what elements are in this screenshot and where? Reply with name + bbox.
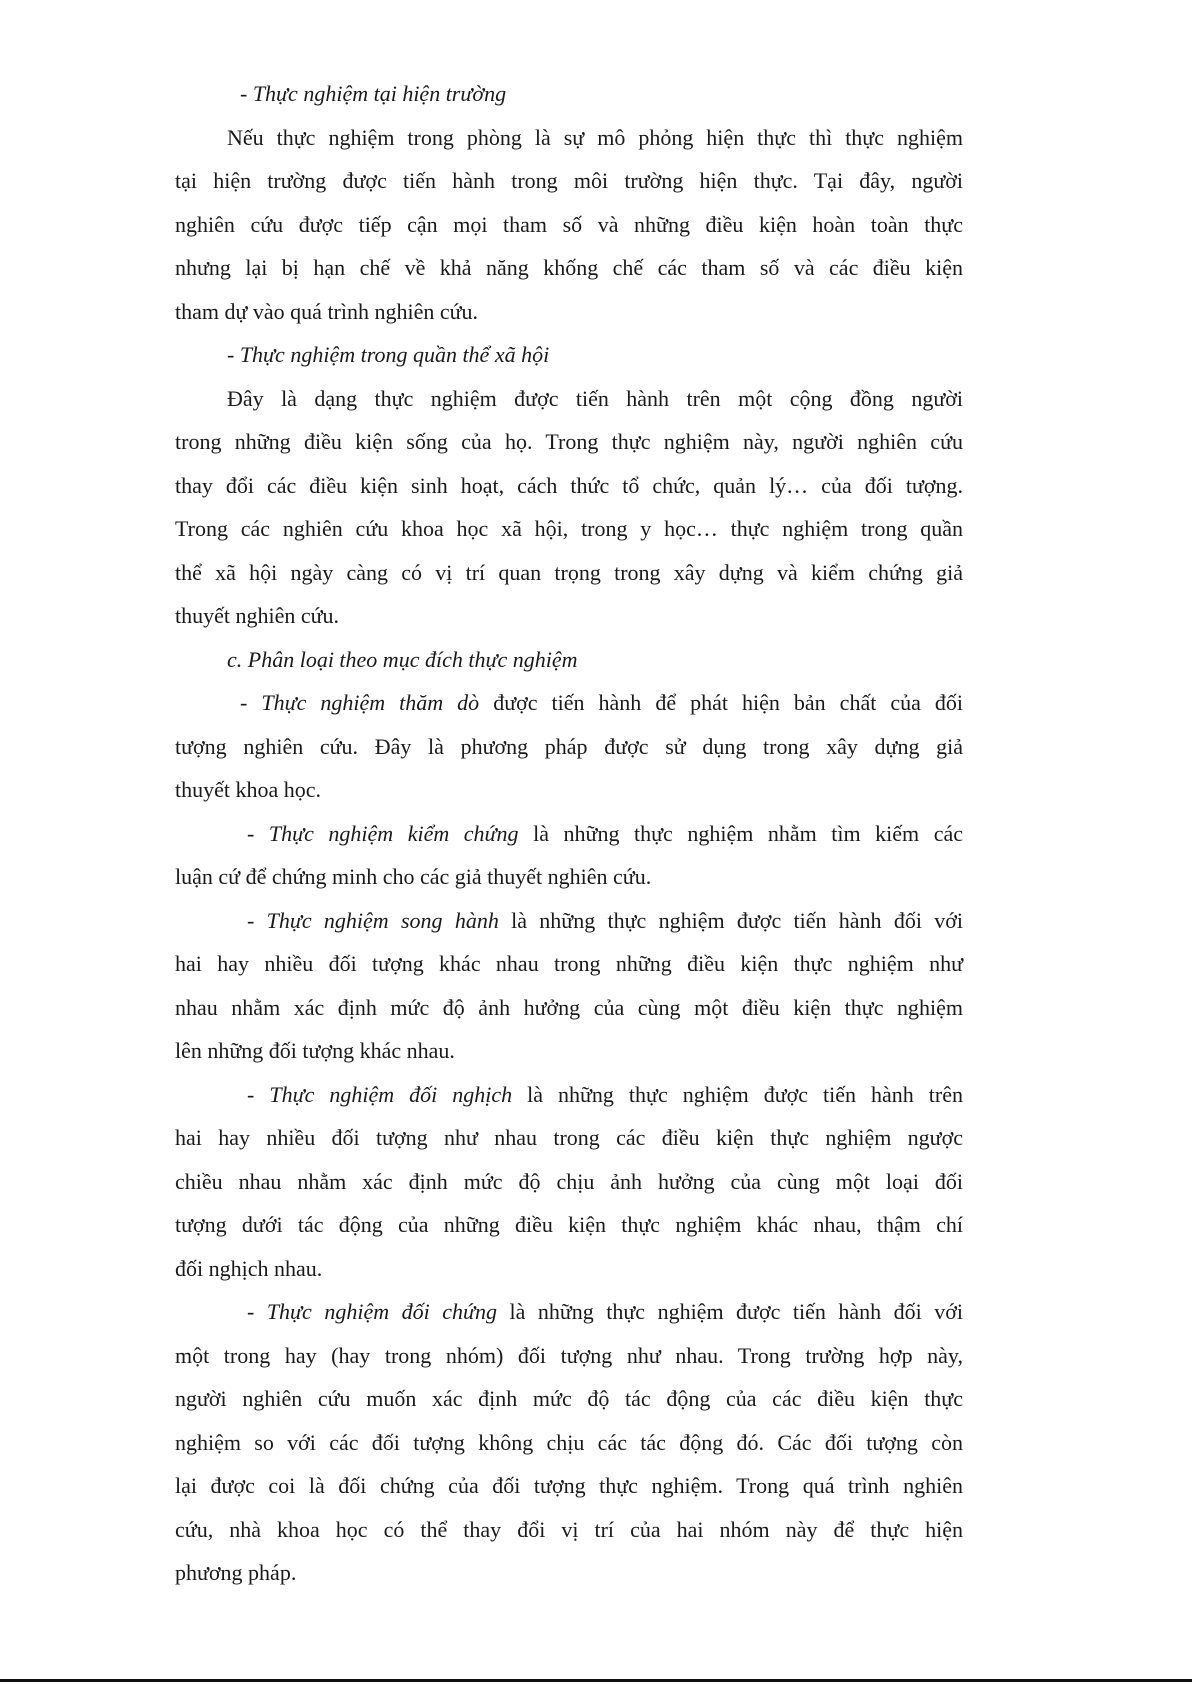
text-line: nhưng lại bị hạn chế về khả năng khống chế các tham số và các điều kiện	[175, 255, 963, 280]
text-line: trong những điều kiện sống của họ. Trong thực nghiệm này, người nghiên cứu	[175, 429, 963, 454]
text-line: nhau nhằm xác định mức độ ảnh hưởng của cùng một điều kiện thực nghiệm	[175, 994, 963, 1020]
text-line	[175, 899, 963, 943]
term-parallel: - Thực nghiệm song hành	[247, 907, 499, 933]
text-line: nghiệm so với các đối tượng không chịu các tác động đó. Các đối tượng còn	[175, 1429, 963, 1455]
text-line: tại hiện trường được tiến hành trong môi trường hiện thực. Tại đây, người	[175, 168, 963, 193]
text-line: Nếu thực nghiệm trong phòng là sự mô phỏng hiện thực thì thực nghiệm	[227, 124, 963, 150]
term-opposing: - Thực nghiệm đối nghịch	[247, 1081, 513, 1107]
text-line: tham dự vào quá trình nghiên cứu.	[175, 298, 479, 324]
term-verification: - Thực nghiệm kiểm chứng	[247, 820, 519, 846]
text-line: phương pháp.	[175, 1560, 297, 1585]
text-fragment: được tiến hành để phát hiện bản chất của đối	[479, 690, 963, 715]
text-line: Trong các nghiên cứu khoa học xã hội, trong y học… thực nghiệm trong quần	[175, 516, 963, 541]
text-fragment: là những thực nghiệm được tiến hành trên	[512, 1081, 963, 1107]
text-line: thay đổi các điều kiện sinh hoạt, cách thức tổ chức, quản lý… của đối tượng.	[175, 472, 963, 498]
text-line: thuyết nghiên cứu.	[175, 603, 340, 628]
term-control: - Thực nghiệm đối chứng	[247, 1299, 497, 1324]
text-line: luận cứ để chứng minh cho các giả thuyết nghiên cứu.	[175, 864, 652, 889]
text-line: tượng dưới tác động của những điều kiện thực nghiệm khác nhau, thậm chí	[175, 1212, 963, 1237]
text-line: chiều nhau nhằm xác định mức độ chịu ảnh hưởng của cùng một loại đối	[175, 1168, 963, 1194]
text-line: người nghiên cứu muốn xác định mức độ tác động của các điều kiện thực	[175, 1386, 963, 1411]
text-line	[175, 812, 963, 856]
text-line: nghiên cứu được tiếp cận mọi tham số và những điều kiện hoàn toàn thực	[175, 211, 963, 237]
text-fragment: là những thực nghiệm nhằm tìm kiếm các	[518, 820, 963, 846]
text-line: Đây là dạng thực nghiệm được tiến hành trên một cộng đồng người	[227, 385, 963, 411]
text-line: thuyết khoa học.	[175, 777, 322, 802]
text-line	[175, 681, 963, 725]
text-line: lại được coi là đối chứng của đối tượng thực nghiệm. Trong quá trình nghiên	[175, 1473, 963, 1498]
section-heading-c: c. Phân loại theo mục đích thực nghiệm	[227, 646, 578, 672]
scan-bottom-edge	[0, 1679, 1192, 1682]
text-line: thể xã hội ngày càng có vị trí quan trọng trong xây dựng và kiểm chứng giả	[175, 559, 963, 585]
text-line: một trong hay (hay trong nhóm) đối tượng như nhau. Trong trường hợp này,	[175, 1342, 963, 1368]
text-line	[175, 1290, 963, 1334]
text-line: tượng nghiên cứu. Đây là phương pháp được sử dụng trong xây dựng giả	[175, 733, 963, 759]
subheading-social-experiment: - Thực nghiệm trong quần thể xã hội	[227, 342, 550, 367]
text-line: cứu, nhà khoa học có thể thay đổi vị trí của hai nhóm này để thực hiện	[175, 1516, 963, 1542]
subheading-field-experiment: - Thực nghiệm tại hiện trường	[240, 81, 507, 106]
text-fragment: là những thực nghiệm được tiến hành đối với	[498, 907, 963, 933]
term-exploratory: - Thực nghiệm thăm dò	[240, 690, 480, 715]
text-line	[175, 1073, 963, 1117]
text-line: hai hay nhiều đối tượng khác nhau trong những điều kiện thực nghiệm như	[175, 951, 963, 976]
text-line: hai hay nhiều đối tượng như nhau trong các điều kiện thực nghiệm ngược	[175, 1125, 963, 1150]
text-line: đối nghịch nhau.	[175, 1255, 323, 1281]
text-line: lên những đối tượng khác nhau.	[175, 1038, 455, 1063]
text-fragment: là những thực nghiệm được tiến hành đối với	[496, 1299, 963, 1324]
document-page	[175, 72, 963, 1595]
